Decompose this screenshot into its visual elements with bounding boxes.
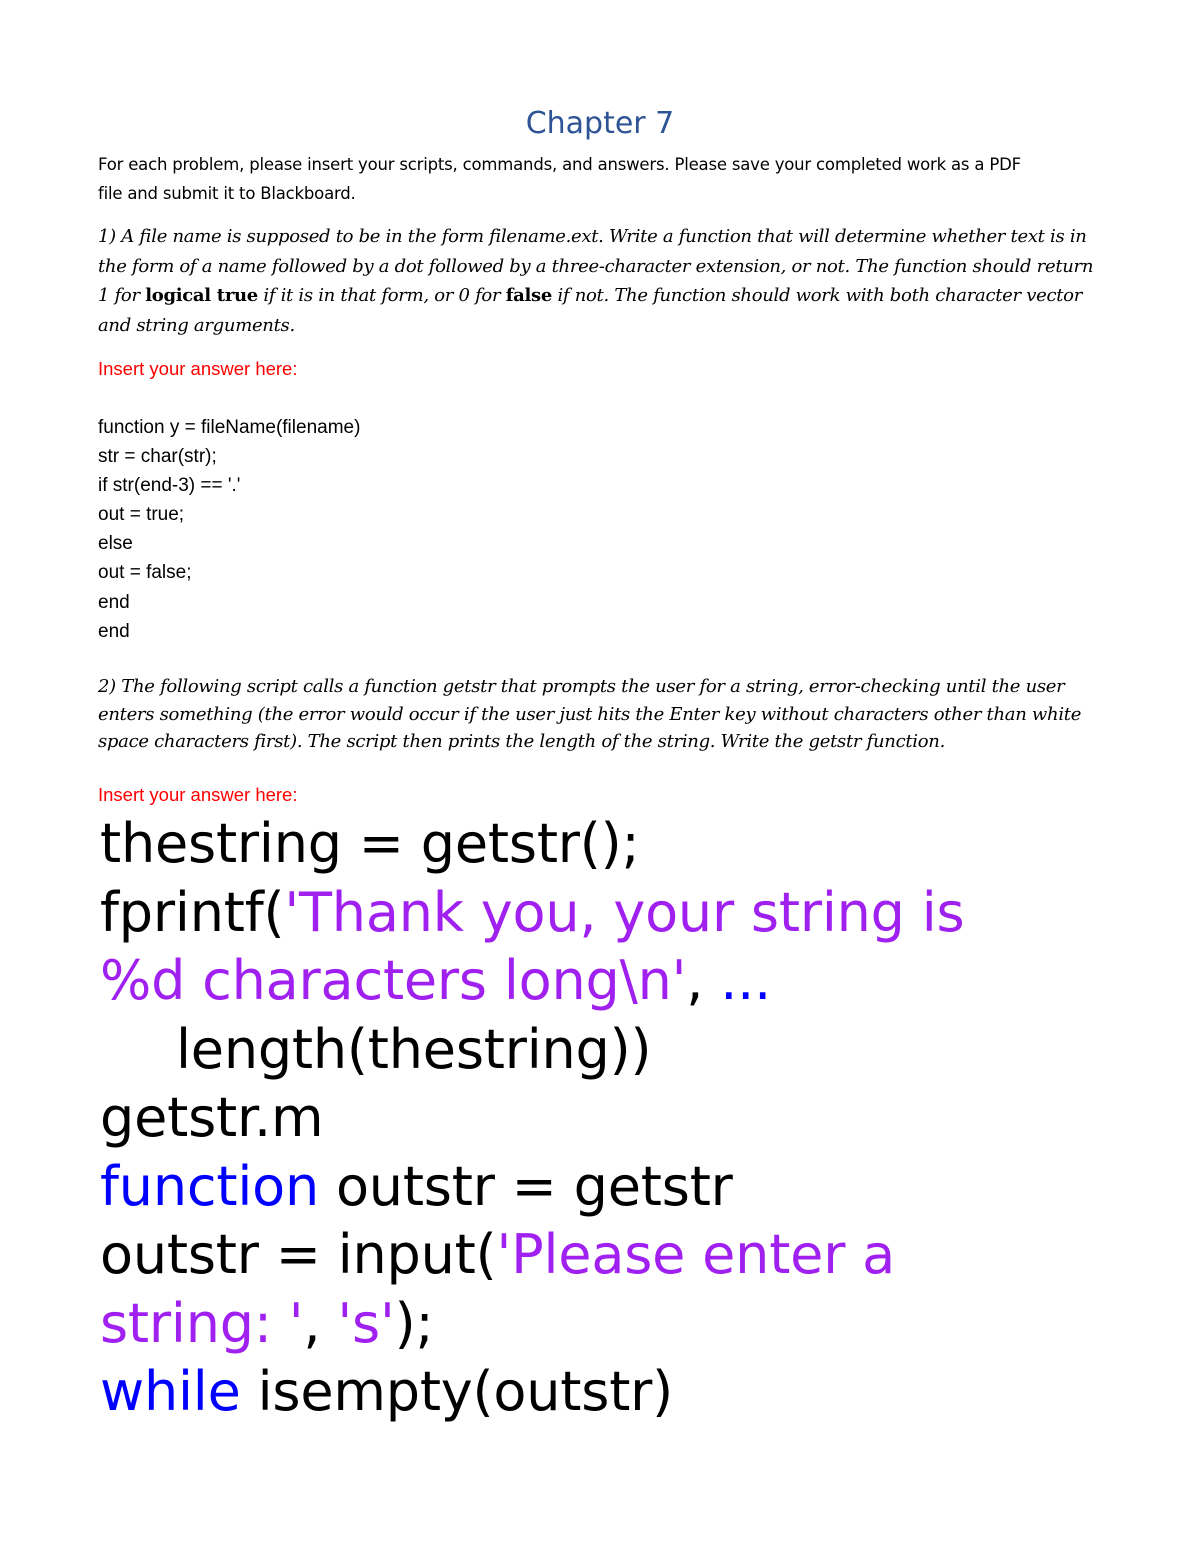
code-line: str = char(str); [98,446,217,468]
instructions [98,150,1108,208]
code-text: thestring = getstr(); [100,812,640,875]
code-line [100,1153,1140,1222]
code-line [100,1016,1140,1085]
code-text: ); [394,1291,434,1355]
code-line [100,947,1140,1016]
problem-1-bold-false: false [505,285,553,306]
code-line: if str(end-3) == '.' [98,475,241,497]
code-line [100,1084,1140,1153]
code-text: outstr = input( [100,1223,497,1286]
page-title: Chapter 7 [525,106,675,141]
code-keyword: while [100,1360,241,1423]
code-text: length(thestring)) [176,1017,652,1081]
code-line: out = true; [98,504,185,526]
problem-1-text [98,222,1108,340]
instructions-line-2: file and submit it to Blackboard. [98,184,356,203]
code-text: , [303,1291,338,1355]
code-line [100,1221,1140,1290]
problem-1-part-c: if not. The function should work with both character vector and string arguments. [98,285,1083,336]
code-line: else [98,533,133,555]
code-text: fprintf( [100,880,285,944]
code-line [100,879,1140,948]
code-line [100,810,1140,879]
code-line [100,1358,1140,1427]
problem-1-part-a: 1) A file name is supposed to be in the form filename.ext. Write a function that will determine whether text is in the form of a name followed by a dot followed by a three-character extension, or not. The function should return 1 for [98,226,1094,306]
code-continuation: ... [720,949,772,1012]
code-text: , [686,949,721,1012]
answer-1-label: Insert your answer here: [98,358,298,379]
code-line [100,1290,1140,1359]
problem-1-bold-true: logical true [145,285,258,306]
answer-1-code [98,413,360,646]
code-text: outstr = getstr [319,1154,733,1218]
code-line: function y = fileName(filename) [98,417,361,438]
code-text: getstr.m [100,1086,324,1149]
code-line: end [98,591,130,613]
code-string: string: ' [100,1291,304,1355]
problem-2-text: 2) The following script calls a function getstr that prompts the user for a string, error-checking until the user enters something (the error would occur if the user just hits the Enter key without characters other than white space characters first). The script then prints the length of the string. Write the getstr function. [98,676,1082,752]
answer-2-code [100,810,1140,1427]
code-line: end [98,620,130,642]
answer-2-label: Insert your answer here: [98,784,298,805]
code-string: 'Please enter a [496,1223,896,1286]
code-keyword: function [100,1154,319,1218]
code-string: %d characters long\n' [100,949,687,1012]
code-string: 's' [337,1291,395,1355]
instructions-line-1: For each problem, please insert your scripts, commands, and answers. Please save your completed work as a PDF [98,155,1021,174]
code-text: isempty(outstr) [240,1360,674,1423]
code-line: out = false; [98,562,192,584]
code-string: 'Thank you, your string is [284,880,965,944]
problem-1-part-b: if it is in that form, or 0 for [257,285,506,306]
